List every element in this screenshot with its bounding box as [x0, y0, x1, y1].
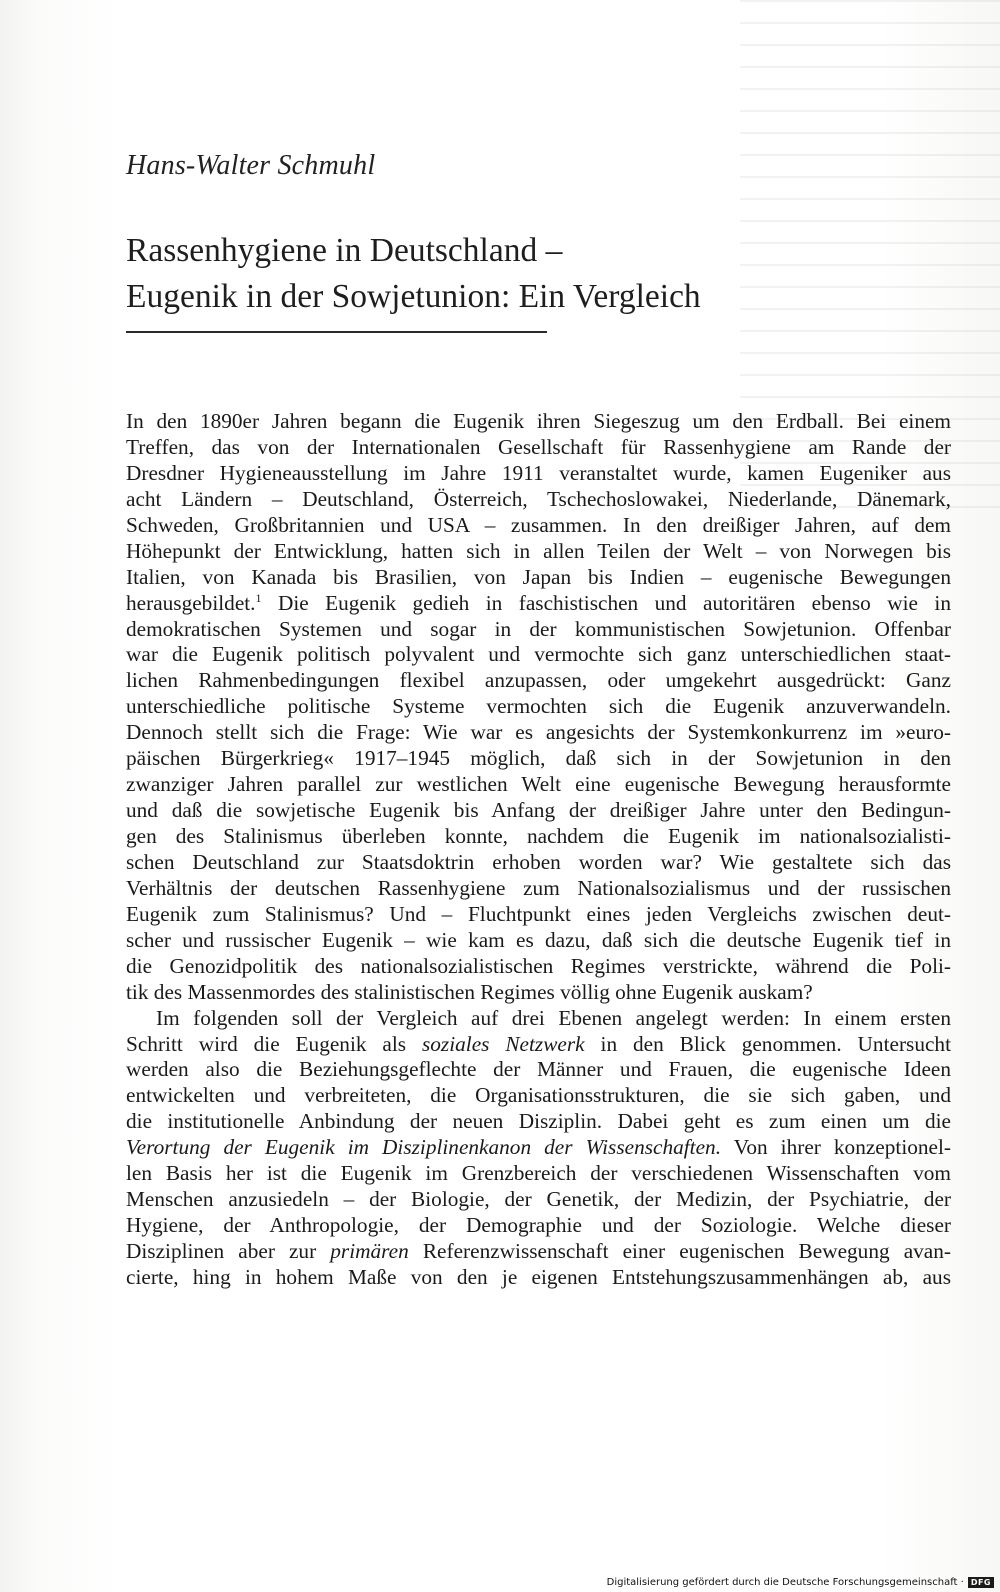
text-line: war die Eugenik politisch polyvalent und vermochte sich ganz unterschiedlichen staat- [126, 642, 951, 667]
text-line: werden also die Beziehungsgeflechte der Männer und Frauen, die eugenische Ideen [126, 1057, 951, 1082]
text-line [126, 590, 951, 617]
text-segment: in den Blick genommen. Untersucht [584, 1031, 951, 1056]
text-line: päischen Bürgerkrieg« 1917–1945 möglich, daß sich in der Sowjetunion in den [126, 746, 951, 771]
text-segment: Die Eugenik gedieh in faschistischen und autoritären ebenso wie in [261, 590, 951, 615]
emphasis-text: primären [330, 1239, 409, 1263]
text-line: In den 1890er Jahren begann die Eugenik ihren Siegeszug um den Erdball. Bei einem [126, 409, 951, 433]
text-line: tik des Massenmordes des stalinistischen Regimes völlig ohne Eugenik auskam? [126, 979, 813, 1004]
text-line: die institutionelle Anbindung der neuen Disziplin. Dabei geht es zum einen um die [126, 1109, 951, 1134]
text-line: lichen Rahmenbedingungen flexibel anzupassen, oder umgekehrt ausgedrückt: Ganz [126, 668, 951, 693]
emphasis-text: soziales Netzwerk [422, 1031, 585, 1056]
title-rule [126, 331, 547, 333]
text-segment: Schritt wird die Eugenik als [126, 1031, 407, 1056]
text-line: und daß die sowjetische Eugenik bis Anfang der dreißiger Jahre unter den Bedingun- [126, 798, 951, 823]
text-line: Italien, von Kanada bis Brasilien, von Japan bis Indien – eugenische Bewegungen [126, 564, 951, 589]
text-line: schen Deutschland zur Staatsdoktrin erhoben worden war? Wie gestaltete sich das [126, 849, 951, 874]
text-line: demokratischen Systemen und sogar in der kommunistischen Sowjetunion. Offenbar [126, 616, 951, 641]
text-line: Dennoch stellt sich die Frage: Wie war es angesichts der Systemkonkurrenz im »euro- [126, 720, 951, 745]
text-segment: Von ihrer konzeptionel- [721, 1135, 951, 1160]
text-line: Menschen anzusiedeln – der Biologie, der Genetik, der Medizin, der Psychiatrie, der [126, 1187, 951, 1212]
title-line-2: Eugenik in der Sowjetunion: Ein Vergleich [126, 278, 701, 315]
text-line: Eugenik zum Stalinismus? Und – Fluchtpunkt eines jeden Vergleichs zwischen deut- [126, 901, 951, 926]
text-line: Hygiene, der Anthropologie, der Demographie und der Soziologie. Welche dieser [126, 1213, 951, 1238]
text-line [126, 1239, 951, 1265]
text-line: die Genozidpolitik des nationalsozialistischen Regimes verstrickte, während die Poli- [126, 953, 951, 978]
text-segment: Disziplinen aber zur [126, 1239, 317, 1263]
article-title [126, 228, 886, 320]
text-line: scher und russischer Eugenik – wie kam es dazu, daß sich die deutsche Eugenik tief in [126, 927, 951, 952]
text-line [126, 1031, 951, 1058]
emphasis-text: Verortung der Eugenik im Disziplinenkanon der Wissenschaften. [126, 1135, 722, 1160]
text-line: Höhepunkt der Entwicklung, hatten sich in allen Teilen der Welt – von Norwegen bis [126, 538, 951, 563]
text-line: Schweden, Großbritannien und USA – zusammen. In den dreißiger Jahren, auf dem [126, 512, 951, 537]
text-line: len Basis her ist die Eugenik im Grenzbereich der verschiedenen Wissenschaften vom [126, 1161, 951, 1186]
text-segment: Referenzwissenschaft einer eugenischen Bewegung avan- [408, 1239, 951, 1263]
text-line [126, 1135, 951, 1161]
text-segment: herausgebildet. [126, 590, 256, 615]
text-line: Treffen, das von der Internationalen Gesellschaft für Rassenhygiene am Rande der [126, 434, 951, 459]
text-line: Dresdner Hygieneausstellung im Jahre 1911 veranstaltet wurde, kamen Eugeniker aus [126, 460, 951, 485]
text-line: Verhältnis der deutschen Rassenhygiene zum Nationalsozialismus und der russischen [126, 875, 951, 900]
text-line: gen des Stalinismus überleben konnte, nachdem die Eugenik im nationalsozialisti- [126, 824, 951, 848]
footnote-marker: 1 [255, 590, 262, 605]
article-body [126, 409, 951, 1291]
credit-text: Digitalisierung gefördert durch die Deutsche Forschungsgemeinschaft · [606, 1577, 964, 1588]
digitization-credit [607, 1577, 994, 1588]
text-line: unterschiedliche politische Systeme vermochten sich die Eugenik anzuverwandeln. [126, 694, 951, 719]
text-line: entwickelten und verbreiteten, die Organisationsstrukturen, die sie sich gaben, und [126, 1083, 951, 1108]
text-line: Im folgenden soll der Vergleich auf drei Ebenen angelegt werden: In einem ersten [156, 1005, 951, 1030]
title-line-1: Rassenhygiene in Deutschland – [126, 232, 563, 269]
author-name: Hans-Walter Schmuhl [126, 150, 376, 181]
text-line: zwanziger Jahren parallel zur westlichen Welt eine eugenische Bewegung herausformte [126, 772, 951, 797]
text-line: cierte, hing in hohem Maße von den je eigenen Entstehungszusammenhängen ab, aus [126, 1264, 951, 1289]
dfg-logo: DFG [968, 1577, 994, 1588]
text-line: acht Ländern – Deutschland, Österreich, Tschechoslowakei, Niederlande, Dänemark, [126, 486, 951, 511]
